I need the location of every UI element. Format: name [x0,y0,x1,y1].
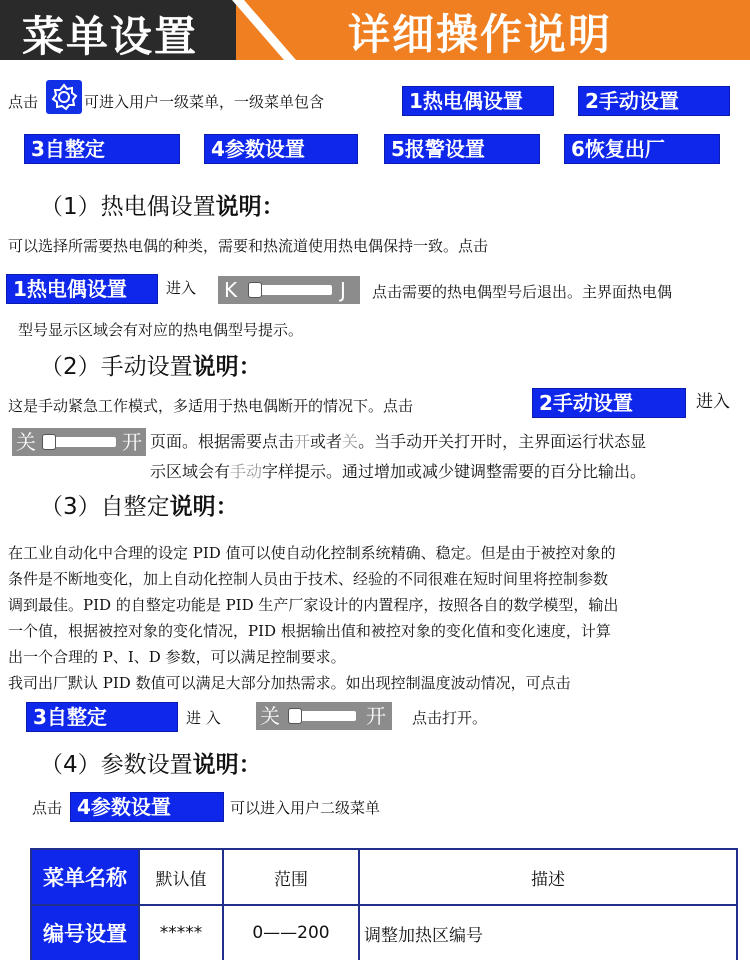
menu-item-manual[interactable]: 2手动设置 [578,86,730,116]
section3-paragraph [8,540,618,696]
table-header-cell: 范围 [223,849,359,905]
section1-heading: （1）热电偶设置说明： [40,194,285,220]
section3-heading: （3）自整定说明： [40,494,239,520]
table-cell: 0——200 [223,905,359,960]
section2-enter-text: 进入 [696,392,730,412]
thermocouple-settings-button[interactable]: 1热电偶设置 [6,274,158,304]
switch-label-j: J [340,278,346,302]
section1-line1: 可以选择所需要热电偶的种类，需要和热流道使用热电偶保持一致。点击 [8,237,489,255]
switch-label-k: K [224,278,238,302]
section3-line: 调到最佳。PID 的自整定功能是 PID 生产厂家设计的内置程序，按照各自的数学模型，输出 [8,596,619,614]
section1-line2: 点击需要的热电偶型号后退出。主界面热电偶 [372,283,673,301]
section3-line: 我司出厂默认 PID 数值可以满足大部分加热需求。如出现控制温度波动情况，可点击 [8,674,571,692]
section1-enter-text: 进入 [166,279,197,297]
table-cell: 调整加热区编号 [359,905,737,960]
manual-settings-button[interactable]: 2手动设置 [532,388,686,418]
section4-prefix: 点击 [32,799,63,817]
menu-item-factory-reset[interactable]: 6恢复出厂 [564,134,720,164]
autotune-button[interactable]: 3自整定 [26,702,178,732]
thermocouple-type-switch[interactable] [218,276,360,304]
table-cell: ***** [139,905,223,960]
section4-heading: （4）参数设置说明： [40,752,262,778]
section2-line1: 这是手动紧急工作模式，多适用于热电偶断开的情况下。点击 [8,397,414,415]
menu-item-alarm[interactable]: 5报警设置 [384,134,540,164]
section3-line: 一个值，根据被控对象的变化情况，PID 根据输出值和被控对象的变化值和变化速度，计算 [8,622,611,640]
manual-switch[interactable] [12,428,146,456]
intro-prefix: 点击 [8,93,39,111]
switch-label-off: 关 [16,430,36,454]
table-header-row [31,849,737,905]
section1-line3: 型号显示区域会有对应的热电偶型号提示。 [18,321,304,339]
table-header-cell: 菜单名称 [31,849,139,905]
section3-line: 在工业自动化中合理的设定 PID 值可以使自动化控制系统精确、稳定。但是由于被控对象的 [8,544,616,562]
parameter-table [30,848,738,960]
section3-line: 出一个合理的 P、I、D 参数，可以满足控制要求。 [8,648,346,666]
parameter-settings-button[interactable]: 4参数设置 [70,792,224,822]
table-row [31,905,737,960]
switch-knob[interactable] [42,434,56,450]
table-header-cell: 描述 [359,849,737,905]
table-header-cell: 默认值 [139,849,223,905]
section4-suffix: 可以进入用户二级菜单 [230,799,381,817]
intro-suffix: 可进入用户一级菜单，一级菜单包含 [84,93,325,111]
header-right-title: 详细操作说明 [348,10,613,59]
section2-heading: （2）手动设置说明： [40,354,262,380]
section2-line2: 页面。根据需要点击开或者关。当手动开关打开时，主界面运行状态显 [150,432,647,451]
switch-knob[interactable] [248,282,262,298]
menu-item-thermocouple[interactable]: 1热电偶设置 [402,86,554,116]
section3-enter-text: 进 入 [186,709,221,727]
switch-label-on: 开 [366,704,386,728]
switch-label-off: 关 [260,704,280,728]
section3-tail: 点击打开。 [412,709,488,727]
section3-line: 条件是不断地变化，加上自动化控制人员由于技术、经验的不同很难在短时间里将控制参数 [8,570,609,588]
switch-label-on: 开 [122,430,142,454]
header-left-title: 菜单设置 [22,12,199,61]
section2-line3: 示区域会有手动字样提示。通过增加或减少键调整需要的百分比输出。 [150,462,647,481]
autotune-switch[interactable] [256,702,392,730]
gear-icon[interactable] [46,80,82,114]
switch-knob[interactable] [288,708,302,724]
switch-track [250,285,332,295]
table-cell: 编号设置 [31,905,139,960]
menu-item-parameters[interactable]: 4参数设置 [204,134,358,164]
menu-item-autotune[interactable]: 3自整定 [24,134,180,164]
